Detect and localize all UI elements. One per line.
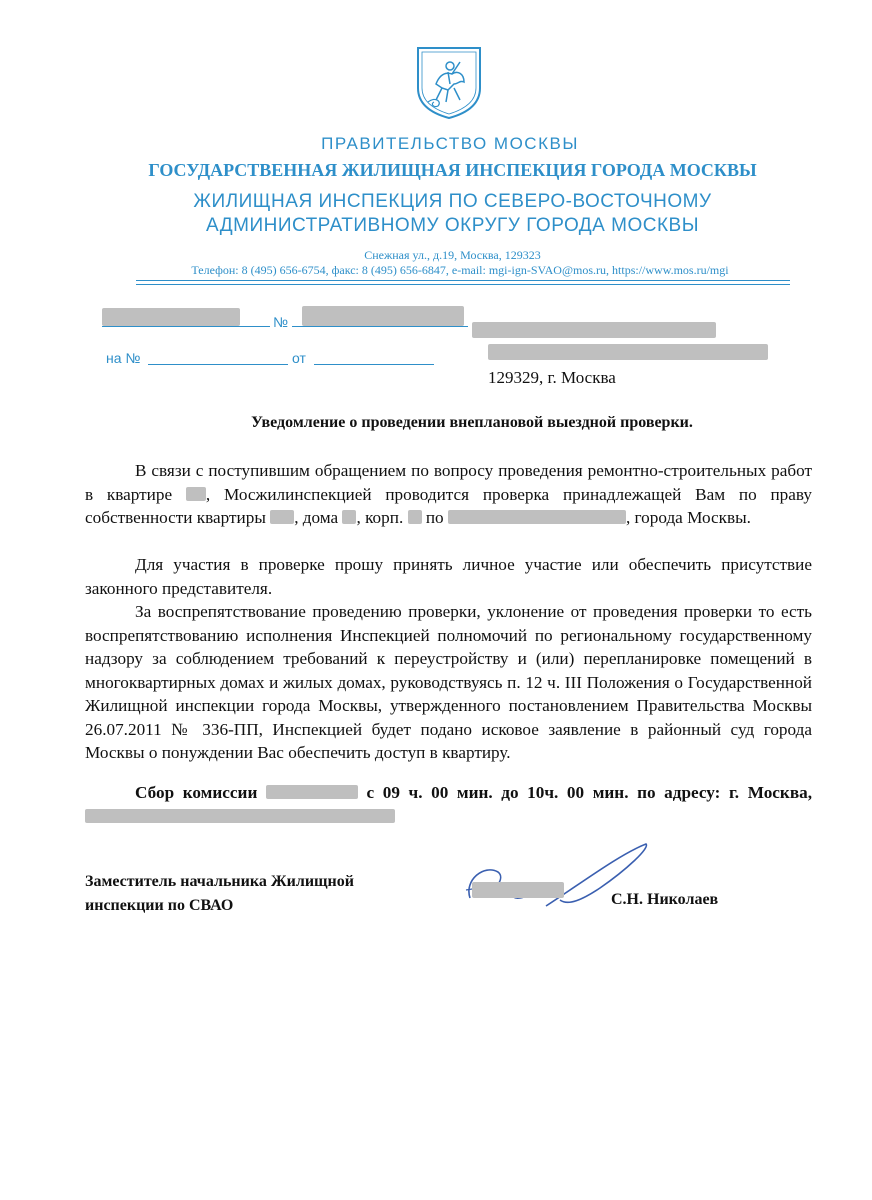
outgoing-date-line	[102, 326, 270, 327]
redacted-signature-overlay	[472, 882, 564, 898]
division-heading-line1: ЖИЛИЩНАЯ ИНСПЕКЦИЯ ПО СЕВЕРО-ВОСТОЧНОМУ	[193, 191, 712, 212]
recipient-city: 129329, г. Москва	[488, 368, 616, 387]
signatory-name: С.Н. Николаев	[611, 891, 719, 908]
redacted-apartment-2	[270, 510, 294, 524]
reply-to-label: на №	[106, 350, 141, 366]
reply-date-line	[314, 364, 434, 365]
inspection-contacts: Телефон: 8 (495) 656-6754, факс: 8 (495) 656-6847, e-mail: mgi-ign-SVAO@mos.ru, https://www.mos.ru/mgi	[191, 263, 729, 277]
redacted-recipient-name	[472, 322, 716, 338]
date-label: от	[292, 350, 306, 366]
redacted-outgoing-number	[302, 306, 464, 326]
redacted-outgoing-date	[102, 308, 240, 326]
redacted-recipient-street	[488, 344, 768, 360]
redacted-street	[448, 510, 626, 524]
redacted-commission-date	[266, 785, 358, 799]
outgoing-number-line	[292, 326, 468, 327]
government-heading: ПРАВИТЕЛЬСТВО МОСКВЫ	[321, 134, 579, 153]
notice-title: Уведомление о проведении внеплановой выездной проверки.	[251, 414, 693, 431]
signatory-title: Заместитель начальника Жилищной инспекции по СВАО	[85, 873, 354, 914]
redacted-building	[408, 510, 422, 524]
inspection-heading: ГОСУДАРСТВЕННАЯ ЖИЛИЩНАЯ ИНСПЕКЦИЯ ГОРОДА МОСКВЫ	[148, 160, 757, 180]
paragraph-2: Для участия в проверке прошу принять личное участие или обеспечить присутствие законного представителя.	[85, 555, 812, 598]
letterhead-divider-thin	[136, 284, 790, 285]
redacted-commission-address	[85, 809, 395, 823]
paragraph-4: Сбор комиссии с 09 ч. 00 мин. до 10ч. 00 мин. по адресу: г. Москва,	[85, 781, 812, 828]
moscow-coat-of-arms-icon	[412, 44, 486, 120]
inspection-address: Снежная ул., д.19, Москва, 129323	[364, 248, 541, 262]
redacted-house	[342, 510, 356, 524]
reply-number-line	[148, 364, 288, 365]
paragraph-1: В связи с поступившим обращением по вопросу проведения ремонтно-строительных работ в квартире , Мосжилинспекцией проводится проверка принадлежащей Вам по праву собственности квартиры , дома , корп. по , города Москвы.	[85, 461, 812, 527]
redacted-apartment	[186, 487, 206, 501]
paragraph-3: За воспрепятствование проведению проверки, уклонение от проведения проверки то есть воспрепятствованию исполнения Инспекцией полномочий по региональному государственному надзору за соблюдением требований к переустройству и (или) перепланировке помещений в многоквартирных домах и жилых домах, руководствуясь п. 12 ч. III Положения о Государственной Жилищной инспекции города Москвы, утвержденного постановлением Правительства Москвы 26.07.2011 № 336-ПП, Инспекцией будет подано исковое заявление в районный суд города Москвы о понуждении Вас обеспечить доступ в квартиру.	[85, 602, 812, 762]
number-label: №	[273, 314, 289, 330]
letterhead-divider	[136, 280, 790, 281]
division-heading-line2: АДМИНИСТРАТИВНОМУ ОКРУГУ ГОРОДА МОСКВЫ	[205, 215, 700, 236]
